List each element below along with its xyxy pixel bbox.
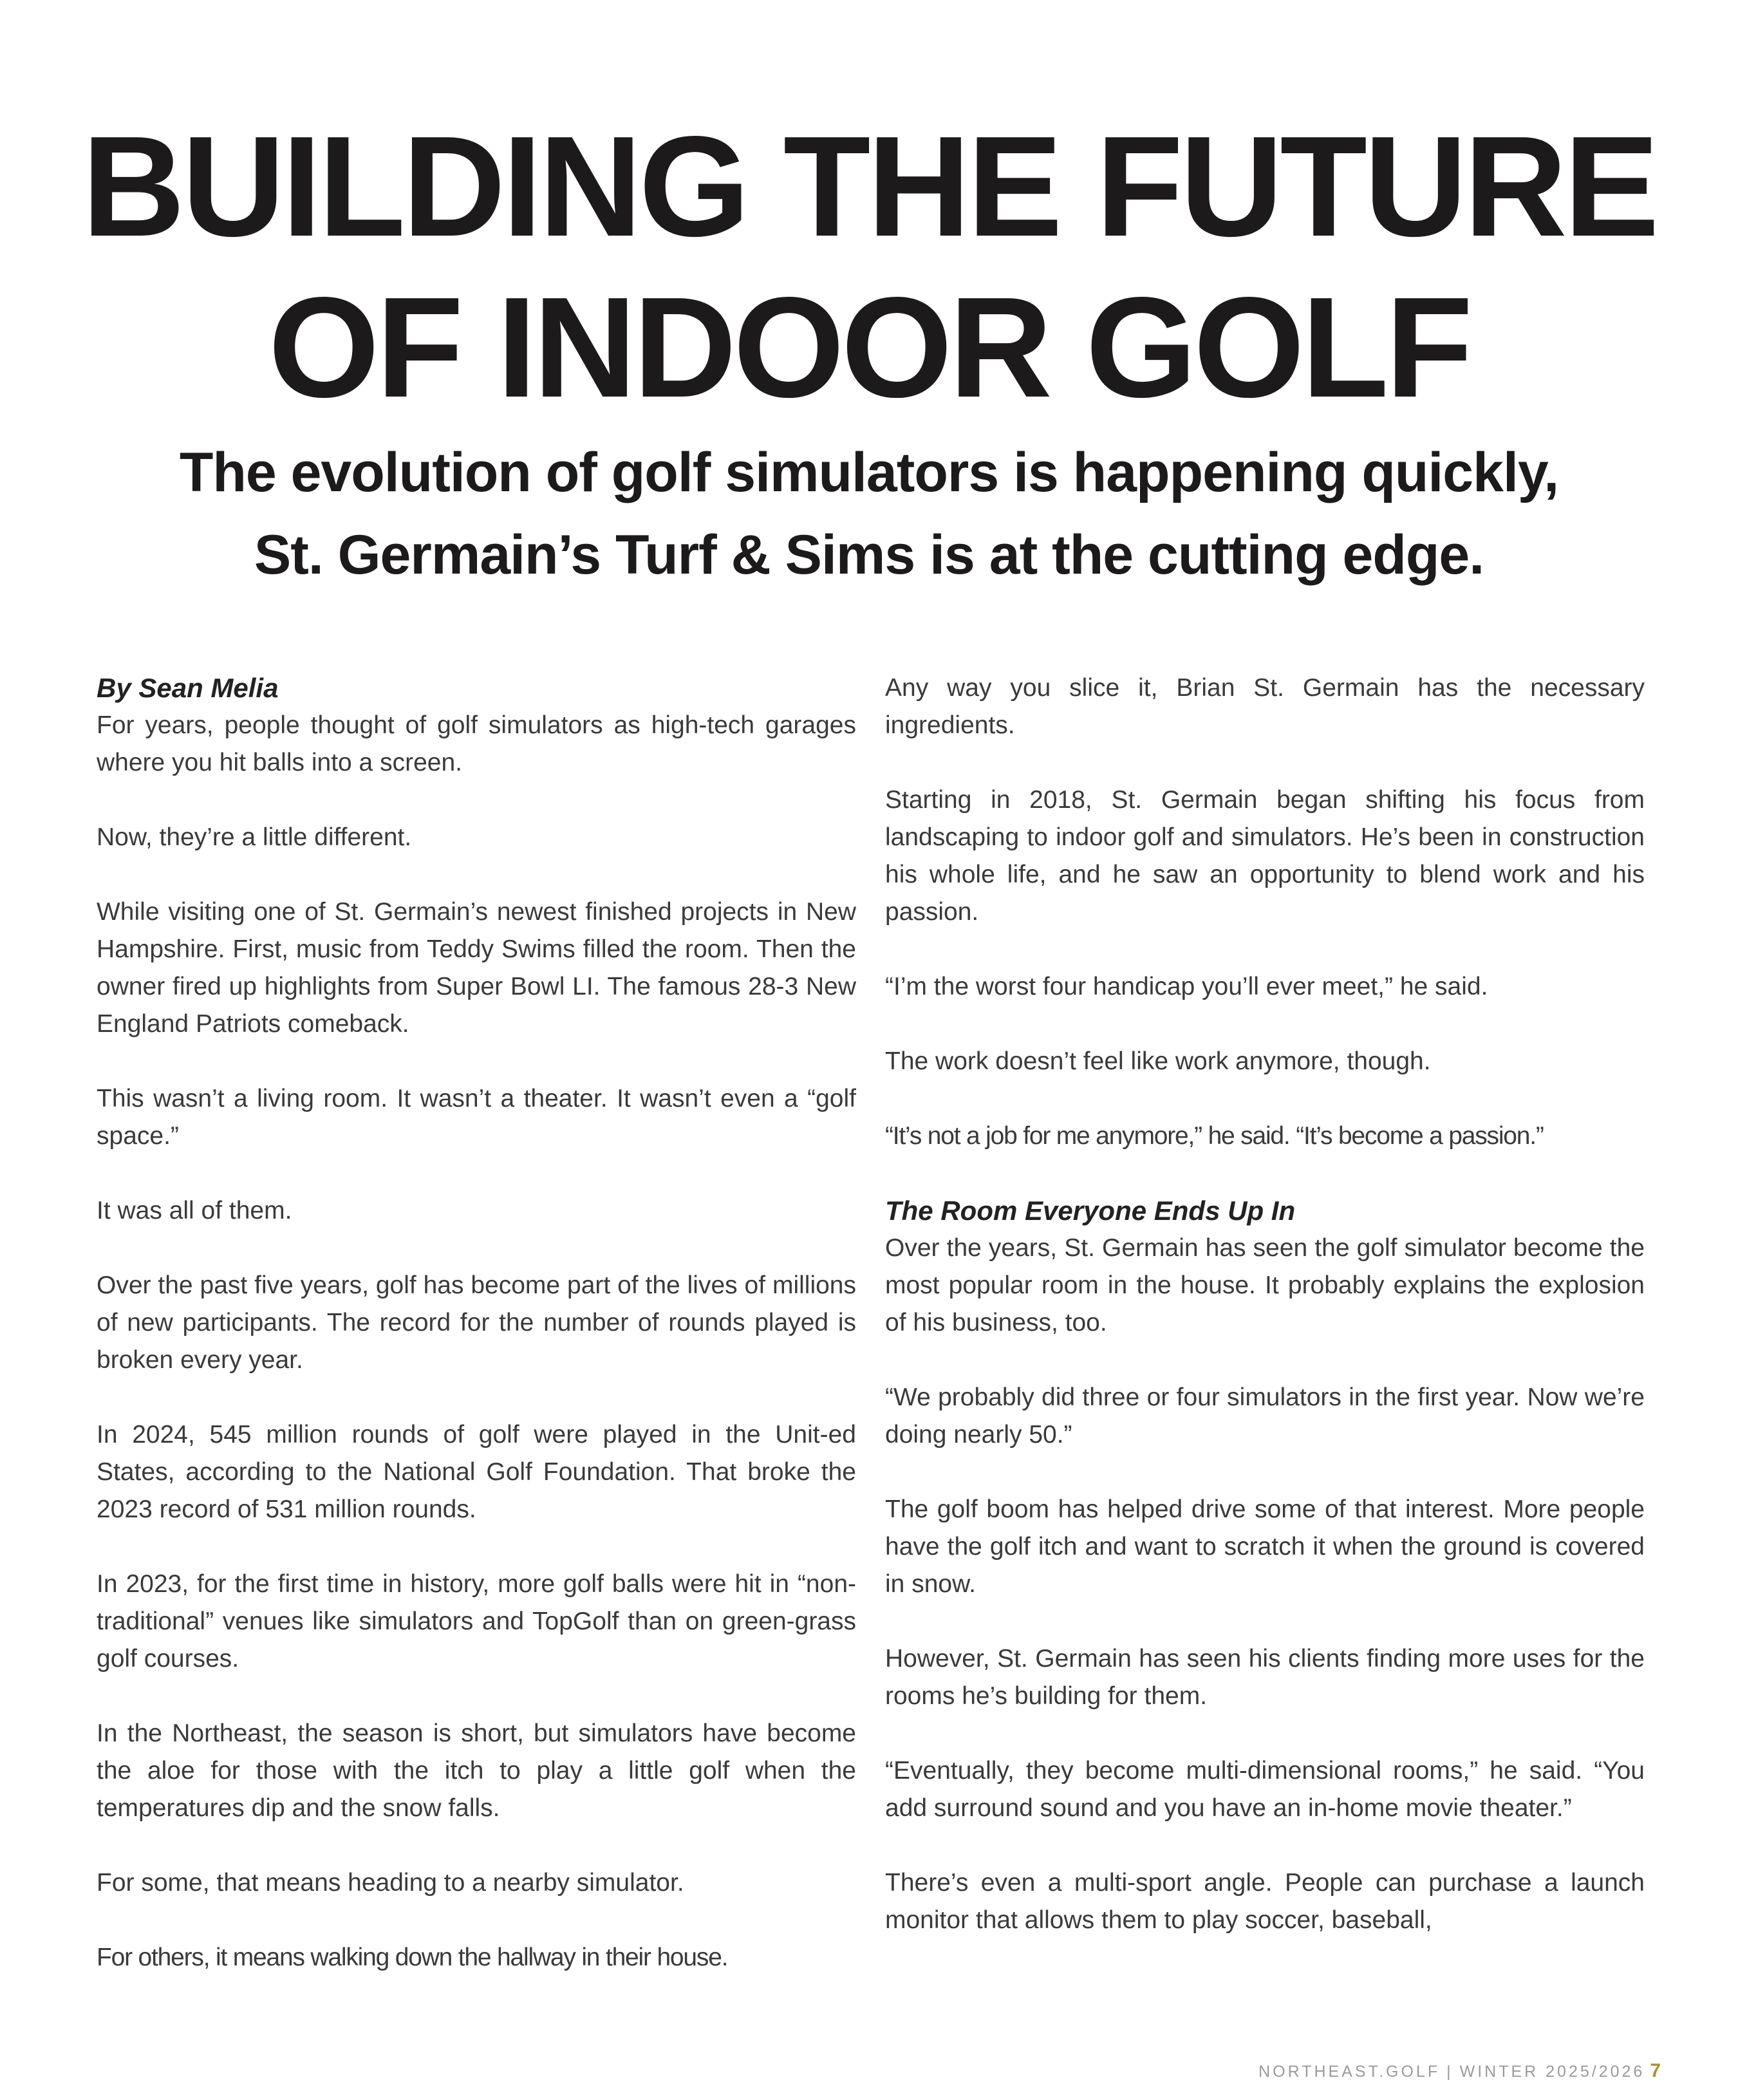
- paragraph: Over the years, St. Germain has seen the golf simulator become the most popular room in the house. It probably explains the explosion of his business, too.: [885, 1234, 1645, 1336]
- paragraph: “I’m the worst four handicap you’ll ever meet,” he said.: [885, 973, 1488, 1000]
- paragraph: For others, it means walking down the hallway in their house.: [97, 1944, 728, 1971]
- headline-line-2: OF INDOOR GOLF: [268, 268, 1470, 427]
- paragraph: Any way you slice it, Brian St. Germain has the necessary ingredients.: [885, 674, 1645, 739]
- issue-date: WINTER 2025/2026: [1459, 2063, 1645, 2081]
- deck-line-1: The evolution of golf simulators is happening quickly,: [179, 442, 1559, 503]
- paragraph: Now, they’re a little different.: [97, 823, 412, 851]
- paragraph: While visiting one of St. Germain’s newest finished projects in New Hampshire. First, music from Teddy Swims filled the room. Then the owner fired up highlights from Super Bowl LI. The famous 28-3 New England Patriots comeback.: [97, 898, 856, 1038]
- paragraph: It was all of them.: [97, 1197, 292, 1224]
- footer-separator: |: [1446, 2063, 1453, 2081]
- paragraph: However, St. Germain has seen his clients finding more uses for the rooms he’s building for them.: [885, 1645, 1645, 1710]
- paragraph: In 2024, 545 million rounds of golf were played in the Unit-ed States, according to the National Golf Foundation. That broke the 2023 record of 531 million rounds.: [97, 1421, 856, 1523]
- paragraph: Over the past five years, golf has become part of the lives of millions of new participants. The record for the number of rounds played is broken every year.: [97, 1271, 856, 1374]
- section-subhead: The Room Everyone Ends Up In: [885, 1195, 1296, 1226]
- page-footer: [1258, 2060, 1661, 2082]
- paragraph: The golf boom has helped drive some of that interest. More people have the golf itch and want to scratch it when the ground is covered in snow.: [885, 1495, 1645, 1598]
- paragraph: The work doesn’t feel like work anymore, though.: [885, 1047, 1431, 1075]
- paragraph: “We probably did three or four simulators in the first year. Now we’re doing nearly 50.”: [885, 1383, 1645, 1448]
- paragraph: There’s even a multi-sport angle. People can purchase a launch monitor that allows them to play soccer, baseball,: [885, 1869, 1645, 1934]
- deck: [64, 431, 1674, 596]
- paragraph: “Eventually, they become multi-dimensional rooms,” he said. “You add surround sound and you have an in-home movie theater.”: [885, 1757, 1645, 1822]
- paragraph: “It’s not a job for me anymore,” he said. “It’s become a passion.”: [885, 1122, 1544, 1150]
- left-column: [97, 670, 856, 1976]
- paragraph: Starting in 2018, St. Germain began shifting his focus from landscaping to indoor golf and simulators. He’s been in construction his whole life, and he saw an opportunity to blend work and his passion.: [885, 786, 1645, 926]
- headline: [64, 106, 1674, 428]
- page-number: 7: [1650, 2060, 1661, 2081]
- paragraph: For some, that means heading to a nearby simulator.: [97, 1869, 684, 1897]
- paragraph: In the Northeast, the season is short, but simulators have become the aloe for those with the itch to play a little golf when the temperatures dip and the snow falls.: [97, 1720, 856, 1822]
- paragraph: In 2023, for the first time in history, more golf balls were hit in “non-traditional” venues like simulators and TopGolf than on green-grass golf courses.: [97, 1570, 856, 1673]
- right-column: [885, 670, 1645, 1939]
- headline-line-1: BUILDING THE FUTURE: [82, 107, 1656, 267]
- byline: By Sean Melia: [97, 673, 279, 703]
- publication-name: NORTHEAST.GOLF: [1258, 2063, 1441, 2081]
- deck-line-2: St. Germain’s Turf & Sims is at the cutting edge.: [254, 524, 1484, 586]
- paragraph: For years, people thought of golf simulators as high-tech garages where you hit balls into a screen.: [97, 711, 856, 776]
- paragraph: This wasn’t a living room. It wasn’t a theater. It wasn’t even a “golf space.”: [97, 1085, 856, 1150]
